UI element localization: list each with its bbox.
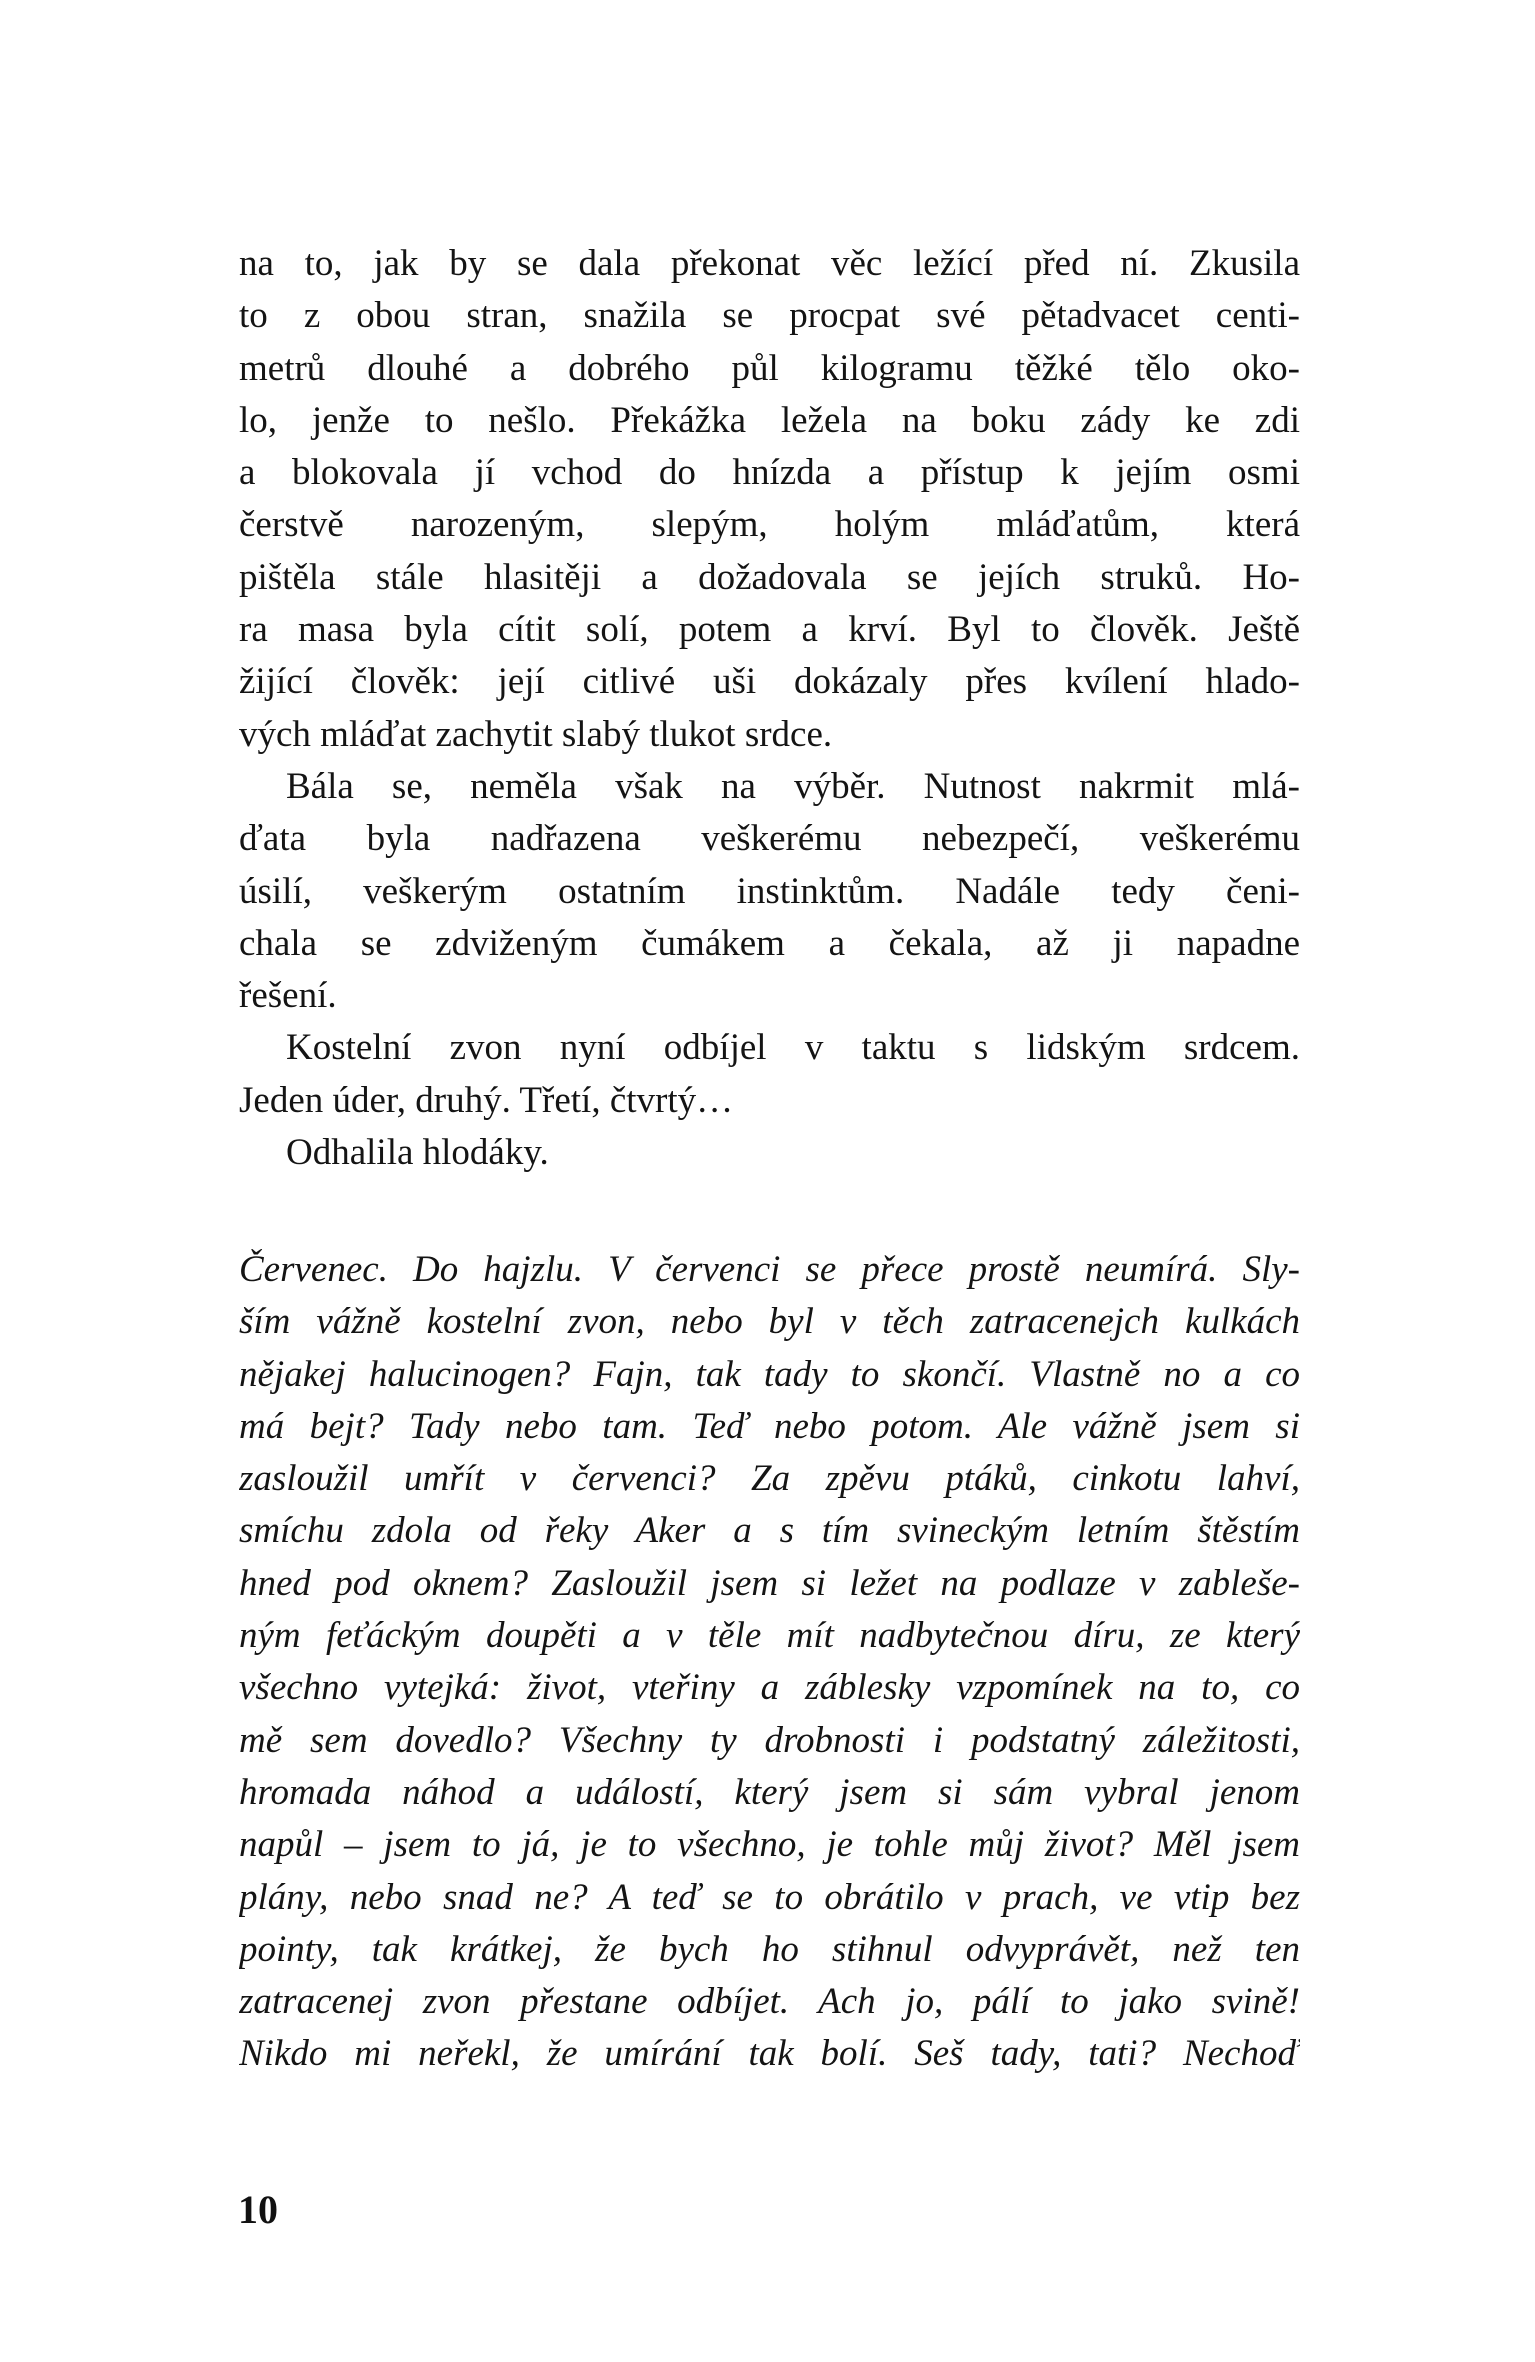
text-line: pištěla stále hlasitěji a dožadovala se jejích struků. Ho- [239,556,1300,598]
text-line: ďata byla nadřazena veškerému nebezpečí, veškerému [239,818,1300,860]
text-line: plány, nebo snad ne? A teď se to obrátilo v prach, ve vtip bez [239,1876,1300,1918]
paragraph [239,1127,1300,1179]
text-line: smíchu zdola od řeky Aker a s tím svineckým letním štěstím [239,1510,1300,1552]
text-line: metrů dlouhé a dobrého půl kilogramu těžké tělo oko- [239,347,1300,389]
text-line: ným feťáckým doupěti a v těle mít nadbytečnou díru, ze který [239,1615,1300,1657]
text-line: zasloužil umřít v červenci? Za zpěvu ptáků, cinkotu lahví, [239,1458,1300,1500]
paragraph [239,1244,1300,2081]
text-line: ra masa byla cítit solí, potem a krví. Byl to člověk. Ještě [239,609,1300,651]
text-line: všechno vytejká: život, vteřiny a záblesky vzpomínek na to, co [239,1667,1300,1709]
text-line: úsilí, veškerým ostatním instinktům. Nadále tedy čeni- [239,870,1300,912]
text-line: hromada náhod a událostí, který jsem si sám vybral jenom [239,1771,1300,1813]
text-line: a blokovala jí vchod do hnízda a přístup k jejím osmi [239,452,1300,494]
text-line: Kostelní zvon nyní odbíjel v taktu s lidským srdcem. [286,1027,1300,1069]
text-line: Nikdo mi neřekl, že umírání tak bolí. Seš tady, tati? Nechoď [239,2033,1300,2075]
paragraph [239,761,1300,1022]
paragraph [239,1022,1300,1127]
text-line: Jeden úder, druhý. Třetí, čtvrtý… [239,1079,734,1121]
text-line: Odhalila hlodáky. [286,1132,549,1174]
text-line: mě sem dovedlo? Všechny ty drobnosti i podstatný záležitosti, [239,1719,1300,1761]
text-line: nějakej halucinogen? Fajn, tak tady to skončí. Vlastně no a co [239,1353,1300,1395]
text-line: hned pod oknem? Zasloužil jsem si ležet na podlaze v zableše- [239,1562,1300,1604]
text-line: ším vážně kostelní zvon, nebo byl v těch zatracenejch kulkách [239,1301,1300,1343]
text-line: Bála se, neměla však na výběr. Nutnost nakrmit mlá- [286,765,1300,807]
text-line: lo, jenže to nešlo. Překážka ležela na boku zády ke zdi [239,399,1300,441]
text-line: čerstvě narozeným, slepým, holým mláďatům, která [239,504,1300,546]
text-line: to z obou stran, snažila se procpat své pětadvacet centi- [239,295,1300,337]
text-line: napůl – jsem to já, je to všechno, je tohle můj život? Měl jsem [239,1824,1300,1866]
text-line: řešení. [239,975,337,1017]
text-line: Červenec. Do hajzlu. V červenci se přece prostě neumírá. Sly- [239,1249,1300,1290]
text-line: na to, jak by se dala překonat věc ležící před ní. Zkusila [239,243,1300,284]
page-number: 10 [238,2187,278,2232]
text-line: žijící člověk: její citlivé uši dokázaly přes kvílení hlado- [239,661,1300,703]
body-text-italic [239,1244,1300,2081]
body-text-roman [239,238,1300,1179]
text-line: chala se zdviženým čumákem a čekala, až ji napadne [239,922,1300,964]
text-line: vých mláďat zachytit slabý tlukot srdce. [239,713,833,755]
text-line: má bejt? Tady nebo tam. Teď nebo potom. Ale vážně jsem si [239,1405,1300,1447]
paragraph [239,238,1300,761]
text-line: zatracenej zvon přestane odbíjet. Ach jo, pálí to jako svině! [239,1981,1300,2023]
text-line: pointy, tak krátkej, že bych ho stihnul odvyprávět, než ten [239,1928,1300,1970]
